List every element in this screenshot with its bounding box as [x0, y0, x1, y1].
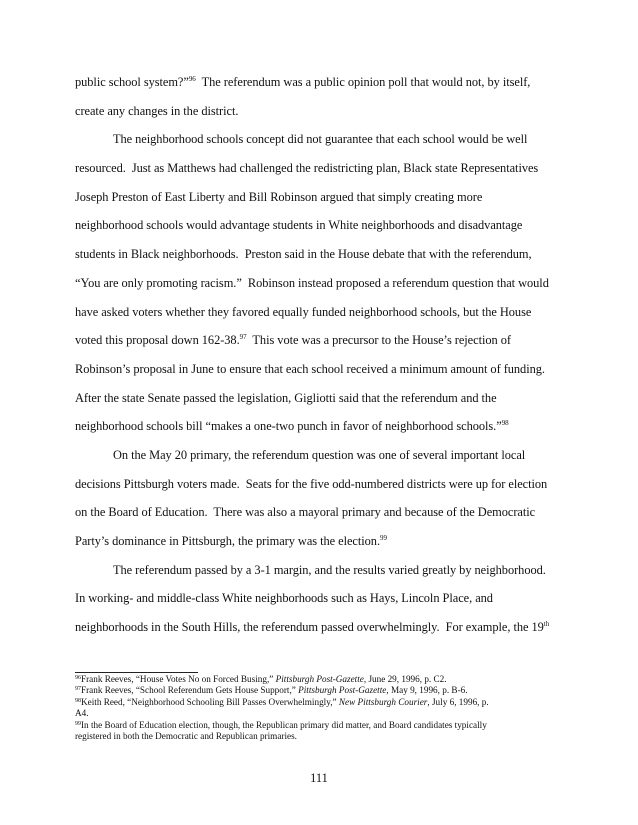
body-line — [75, 72, 560, 101]
line-text: Joseph Preston of East Liberty and Bill Robinson argued that simply creating more — [75, 189, 483, 204]
body-line — [75, 158, 560, 187]
paragraph-start-line — [75, 129, 560, 158]
line-text: The neighborhood schools concept did not guarantee that each school would be well — [113, 132, 528, 147]
line-text: The referendum passed by a 3-1 margin, and the results varied greatly by neighborhood. — [113, 562, 546, 577]
ordinal-suffix: th — [543, 620, 550, 629]
body-line — [75, 617, 560, 646]
paragraph-start-line — [75, 445, 560, 474]
line-text: After the state Senate passed the legislation, Gigliotti said that the referendum and the — [75, 390, 497, 405]
line-text: On the May 20 primary, the referendum question was one of several important local — [113, 447, 526, 462]
footnote-text-end: , June 29, 1996, p. C2. — [363, 674, 447, 684]
footnote-text: Frank Reeves, “House Votes No on Forced Busing,” — [81, 674, 276, 684]
body-line — [75, 416, 560, 445]
footnote-98-continued — [75, 708, 560, 719]
body-line — [75, 187, 560, 216]
footnote-number: 99 — [75, 720, 81, 727]
footnotes — [75, 674, 560, 742]
footnote-98 — [75, 697, 560, 708]
footnote-source: New Pittsburgh Courier — [338, 696, 428, 707]
line-text: Robinson’s proposal in June to ensure that each school received a minimum amount of funding. — [75, 361, 545, 376]
line-text: resourced. Just as Matthews had challenged the redistricting plan, Black state Representatives — [75, 161, 539, 176]
body-line — [75, 502, 560, 531]
line-text: decisions Pittsburgh voters made. Seats for the five odd-numbered districts were up for election — [75, 476, 548, 491]
line-text: In working- and middle-class White neighborhoods such as Hays, Lincoln Place, and — [75, 591, 493, 606]
footnote-text: registered in both the Democratic and Republican primaries. — [75, 731, 297, 742]
body-line — [75, 388, 560, 417]
page-number: 111 — [310, 771, 328, 785]
footnote-text-end: , July 6, 1996, p. — [427, 696, 489, 707]
footnote-99 — [75, 720, 560, 731]
footnote-96 — [75, 674, 560, 685]
body-line — [75, 531, 560, 560]
footnote-ref-99: 99 — [380, 534, 387, 542]
body-line — [75, 244, 560, 273]
line-text: public school system?” — [75, 75, 189, 89]
footnote-text-end: , May 9, 1996, p. B-6. — [386, 685, 468, 696]
line-text: create any changes in the district. — [75, 103, 239, 118]
footnote-99-continued — [75, 731, 560, 742]
body-line — [75, 359, 560, 388]
line-text: “You are only promoting racism.” Robinson instead proposed a referendum question that would — [75, 275, 549, 290]
line-text: neighborhood schools bill “makes a one-two punch in favor of neighborhood schools.” — [75, 419, 502, 434]
footnote-number: 97 — [75, 686, 81, 693]
footnote-separator — [75, 672, 198, 673]
footnote-text: Frank Reeves, “School Referendum Gets House Support,” — [81, 685, 299, 696]
body-line — [75, 474, 560, 503]
line-text: students in Black neighborhoods. Preston said in the House debate that with the referendum, — [75, 247, 532, 262]
line-text: neighborhoods in the South Hills, the referendum passed overwhelmingly. For example, the 19 — [75, 620, 544, 635]
body-line — [75, 273, 560, 302]
line-text-after: This vote was a precursor to the House’s rejection of — [246, 333, 511, 348]
footnote-ref-98: 98 — [501, 419, 509, 428]
body-line — [75, 330, 560, 359]
body-line — [75, 215, 560, 244]
footnote-number: 98 — [75, 697, 81, 704]
body-line — [75, 101, 560, 130]
line-text-after: The referendum was a public opinion poll that would not, by itself, — [195, 75, 531, 89]
footnote-text: In the Board of Education election, though, the Republican primary did matter, and Board candidates typically — [81, 719, 487, 730]
paragraph-start-line — [75, 560, 560, 589]
footnote-text: A4. — [75, 708, 89, 719]
line-text: have asked voters whether they favored equally funded neighborhood schools, but the House — [75, 304, 532, 319]
footnote-text: Keith Reed, “Neighborhood Schooling Bill Passes Overwhelmingly,” — [81, 696, 339, 707]
line-text: neighborhood schools would advantage students in White neighborhoods and disadvantage — [75, 218, 523, 233]
line-text: on the Board of Education. There was also a mayoral primary and because of the Democratic — [75, 505, 536, 520]
line-text: Party’s dominance in Pittsburgh, the primary was the election. — [75, 534, 381, 548]
body-line — [75, 302, 560, 331]
footnote-ref-96: 96 — [188, 75, 196, 83]
footnote-source: Pittsburgh Post-Gazette — [298, 685, 387, 696]
footnote-number: 96 — [75, 675, 81, 681]
line-text: voted this proposal down 162-38. — [75, 333, 240, 348]
footnote-source: Pittsburgh Post-Gazette — [275, 674, 364, 684]
footnote-ref-97: 97 — [239, 333, 247, 342]
body-text — [75, 72, 560, 646]
body-line — [75, 588, 560, 617]
footnote-97 — [75, 685, 560, 696]
